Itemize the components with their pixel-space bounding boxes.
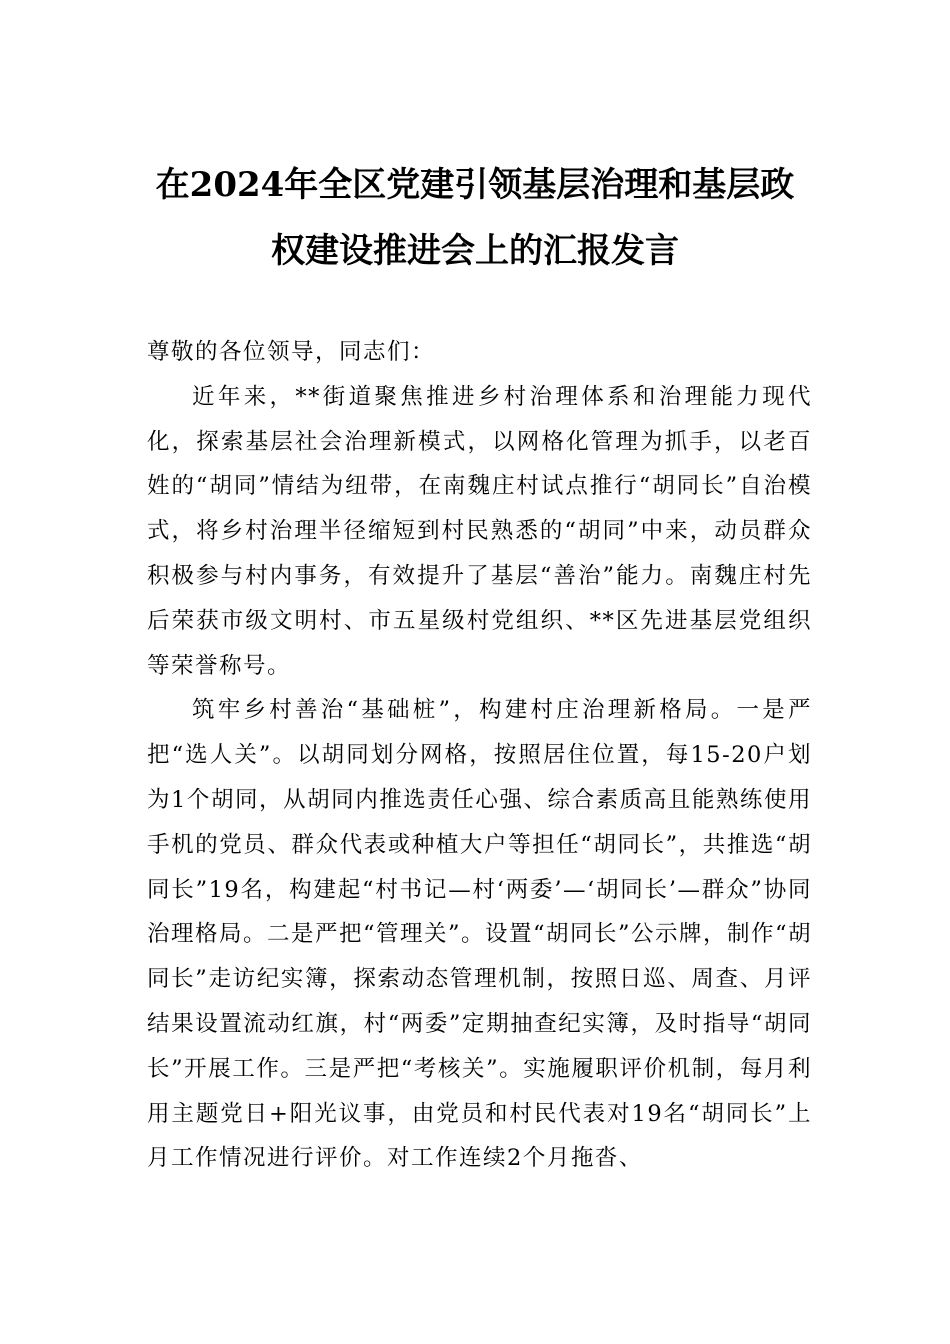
document-body <box>147 330 812 1181</box>
document-title <box>140 152 810 284</box>
title-line-2: 权建设推进会上的汇报发言 <box>271 231 679 271</box>
paragraph-foundation: 筑牢乡村善治“基础桩”，构建村庄治理新格局。一是严把“选人关”。以胡同划分网格，按照居住位置，每15-20户划为1个胡同，从胡同内推选责任心强、综合素质高且能熟练使用手机的党员、群众代表或种植大户等担任“胡同长”，共推选“胡同长”19名，构建起“村书记—村‘两委’—‘胡同长’—群众”协同治理格局。二是严把“管理关”。设置“胡同长”公示牌，制作“胡同长”走访纪实簿，探索动态管理机制，按照日巡、周查、月评结果设置流动红旗，村“两委”定期抽查纪实簿，及时指导“胡同长”开展工作。三是严把“考核关”。实施履职评价机制，每月利用主题党日+阳光议事，由党员和村民代表对19名“胡同长”上月工作情况进行评价。对工作连续2个月拖沓、 <box>147 697 813 1172</box>
title-line-1: 在2024年全区党建引领基层治理和基层政 <box>155 165 795 205</box>
salutation: 尊敬的各位领导，同志们： <box>147 339 436 365</box>
paragraph-intro: 近年来，**街道聚焦推进乡村治理体系和治理能力现代化，探索基层社会治理新模式，以网格化管理为抓手，以老百姓的“胡同”情结为纽带，在南魏庄村试点推行“胡同长”自治模式，将乡村治理半径缩短到村民熟悉的“胡同”中来，动员群众积极参与村内事务，有效提升了基层“善治”能力。南魏庄村先后荣获市级文明村、市五星级村党组织、**区先进基层党组织等荣誉称号。 <box>147 383 812 679</box>
